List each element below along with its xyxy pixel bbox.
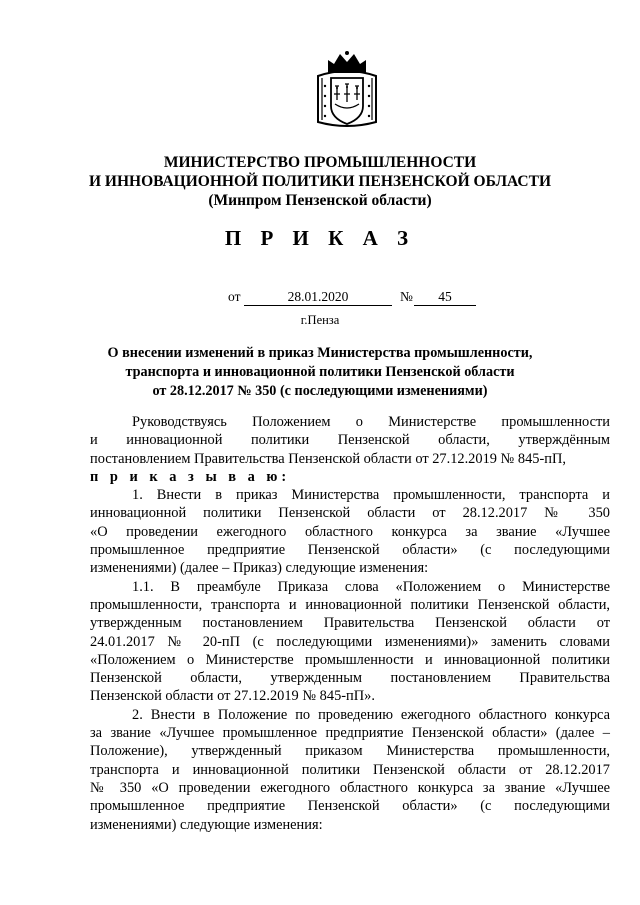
body-line: 2. Внести в Положение по проведению ежегодного областного конкурса (132, 706, 610, 723)
ministry-heading (0, 153, 640, 210)
body-line: постановлением Правительства Пензенской области от 27.12.2019 № 845-пП, (90, 450, 566, 467)
body-line: изменениями) (далее – Приказ) следующие изменения: (90, 560, 429, 577)
subject-line: транспорта и инновационной политики Пензенской области (125, 364, 515, 380)
body-line: и инновационной политики Пензенской области, утверждённым (90, 432, 610, 449)
penza-oblast-coat-of-arms-icon (314, 50, 380, 130)
body-line: промышленное предприятие Пензенской области» (с последующими (90, 798, 610, 815)
date-label: от (228, 289, 241, 304)
ministry-name-line1: МИНИСТЕРСТВО ПРОМЫШЛЕННОСТИ (163, 154, 477, 171)
city: г.Пенза (300, 313, 340, 327)
subject-line: от 28.12.2017 № 350 (с последующими изменениями) (152, 383, 488, 399)
ministry-short-name: (Минпром Пензенской области) (208, 192, 432, 209)
order-body (90, 413, 610, 834)
body-line: Руководствуясь Положением о Министерстве промышленности (132, 414, 610, 430)
order-date: 28.01.2020 (244, 288, 392, 306)
body-line: Положение), утвержденный приказом Министерства промышленности, (90, 743, 610, 760)
body-line: 24.01.2017 № 20-пП (с последующими изменениями)» заменить словами (90, 633, 610, 650)
subject-line: О внесении изменений в приказ Министерства промышленности, (107, 345, 533, 361)
body-line: промышленности, транспорта и инновационной политики Пензенской области, (90, 596, 610, 613)
body-line: № 350 «О проведении ежегодного областного конкурса за звание «Лучшее (90, 779, 610, 796)
body-line: Пензенской области от 27.12.2019 № 845-пП». (90, 688, 375, 705)
body-line: 1. Внести в приказ Министерства промышленности, транспорта и (132, 487, 610, 504)
body-line: утвержденным постановлением Правительства Пензенской области от (90, 615, 610, 632)
number-label: № (400, 289, 413, 304)
body-line: 1.1. В преамбуле Приказа слова «Положением о Министерстве (132, 578, 610, 595)
order-subject (0, 344, 640, 401)
body-line: изменениями) следующие изменения: (90, 816, 323, 833)
order-word: п р и к а з ы в а ю: (90, 468, 291, 485)
document-type: П Р И К А З (224, 226, 416, 250)
ministry-name-line2: И ИННОВАЦИОННОЙ ПОЛИТИКИ ПЕНЗЕНСКОЙ ОБЛАСТИ (88, 173, 552, 190)
body-line: промышленное предприятие Пензенской области» (с последующими (90, 542, 610, 559)
body-line: инновационной политики Пензенской области от 28.12.2017 № 350 (90, 505, 610, 522)
body-line: «Положением о Министерстве промышленности и инновационной политики (90, 651, 610, 668)
body-line: «О проведении ежегодного областного конкурса за звание «Лучшее (90, 523, 610, 540)
body-line: за звание «Лучшее промышленное предприятие Пензенской области» (далее – (90, 725, 610, 742)
order-number: 45 (414, 288, 476, 306)
body-line: Пензенской области, утвержденным постановлением Правительства (90, 670, 610, 687)
body-line: транспорта и инновационной политики Пензенской области от 28.12.2017 (90, 761, 610, 778)
